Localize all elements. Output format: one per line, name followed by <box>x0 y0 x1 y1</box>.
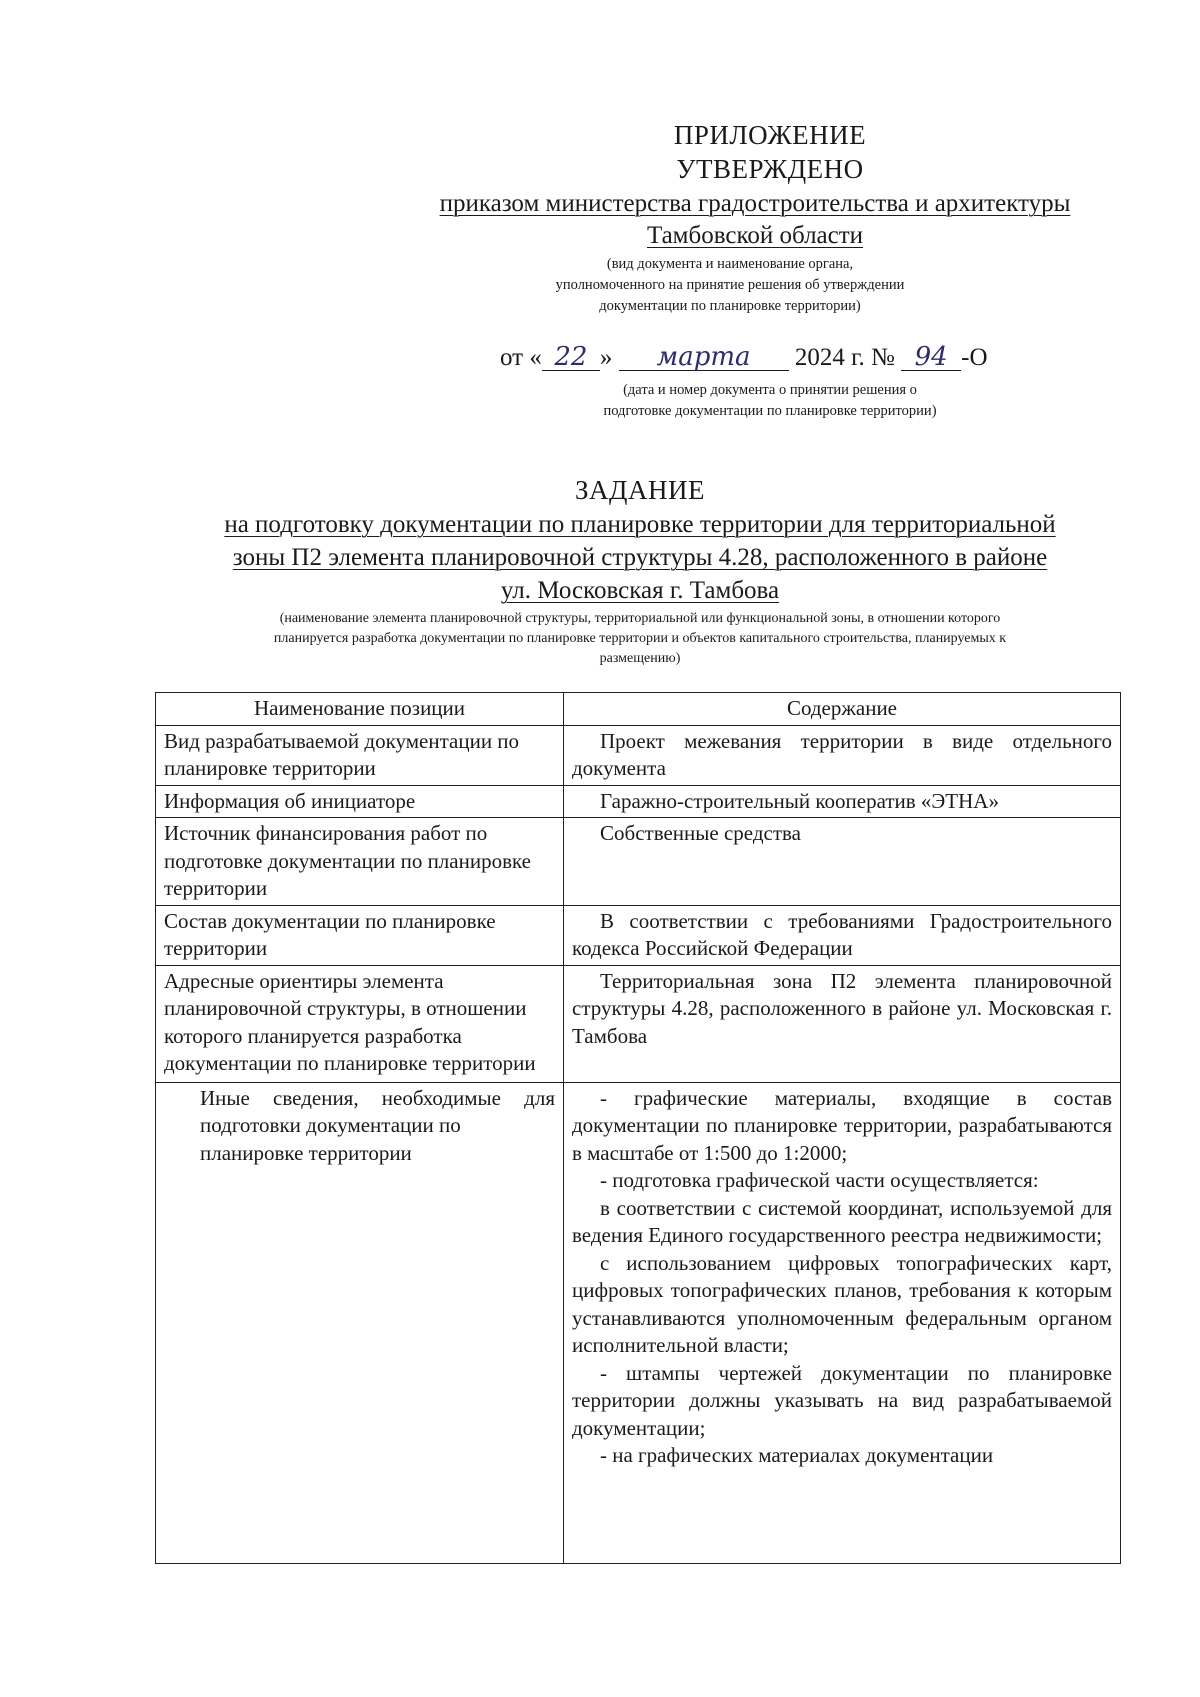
table-row <box>156 905 1121 965</box>
row-position: Вид разрабатываемой документации по планировке территории <box>156 725 564 785</box>
table-row <box>156 785 1121 818</box>
requirement-paragraph: - подготовка графической части осуществляется: <box>600 1168 1039 1192</box>
handwritten-order-number: 94 <box>901 344 961 371</box>
task-note-3: размещению) <box>599 651 681 666</box>
row-position: Источник финансирования работ по подготовке документации по планировке территории <box>156 818 564 906</box>
task-subject-line-1: на подготовку документации по планировке территории для территориальной <box>224 511 1056 538</box>
requirement-paragraph: - графические материалы, входящие в состав документации по планировке территории, разрабатываются в масштабе от 1:500 до 1:2000; <box>572 1085 1112 1165</box>
requirement-paragraph: - на графических материалах документации <box>600 1443 994 1467</box>
approval-note-1: (вид документа и наименование органа, <box>606 256 854 272</box>
approving-order-line: приказом министерства градостроительства и архитектуры <box>439 190 1071 217</box>
row-content: Проект межевания территории в виде отдельного документа <box>564 725 1121 785</box>
approval-note-3: документации по планировке территории) <box>599 298 861 314</box>
date-quote-close: » <box>599 344 613 371</box>
task-note-1: (наименование элемента планировочной структуры, территориальной или функциональной зоны, в отношении которого <box>279 611 1001 626</box>
table-row <box>156 1082 1121 1564</box>
task-subject-line-2: зоны П2 элемента планировочной структуры 4.28, расположенного в районе <box>232 544 1048 571</box>
requirement-paragraph: с использованием цифровых топографических карт, цифровых топографических планов, требования к которым устанавливаются уполномоченным федеральным органом исполнительной власти; <box>572 1250 1112 1357</box>
row-content <box>564 1082 1121 1564</box>
row-position <box>156 1082 564 1564</box>
row-position: Состав документации по планировке территории <box>156 905 564 965</box>
handwritten-month: марта <box>619 344 789 371</box>
row-position: Информация об инициаторе <box>156 785 564 818</box>
table-row <box>156 818 1121 906</box>
order-date-line <box>500 344 988 372</box>
column-header-position: Наименование позиции <box>156 693 564 726</box>
requirement-paragraph: в соответствии с системой координат, используемой для ведения Единого государственного реестра недвижимости; <box>572 1195 1112 1247</box>
task-note-2: планируется разработка документации по планировке территории и объектов капитального строительства, планируемых к <box>273 631 1007 646</box>
task-title: ЗАДАНИЕ <box>575 475 705 505</box>
column-header-content: Содержание <box>564 693 1121 726</box>
date-year-number-label: 2024 г. № <box>794 344 895 371</box>
table-row <box>156 725 1121 785</box>
row-content: Территориальная зона П2 элемента планировочной структуры 4.28, расположенного в районе ул. Московская г. Тамбова <box>564 965 1121 1082</box>
row-content: Гаражно-строительный кооператив «ЭТНА» <box>564 785 1121 818</box>
requirement-paragraph: - штампы чертежей документации по планировке территории должны указывать на вид разрабатываемой документации; <box>572 1360 1112 1440</box>
appendix-heading: ПРИЛОЖЕНИЕ <box>673 120 867 150</box>
date-prefix: от « <box>500 344 542 371</box>
handwritten-day: 22 <box>542 344 600 371</box>
table-row <box>156 965 1121 1082</box>
task-subject-line-3: ул. Московская г. Тамбова <box>500 577 780 604</box>
order-number-suffix: -О <box>961 344 988 371</box>
other-info-label-1: Иные сведения, необходимые для <box>200 1085 555 1110</box>
date-note-2: подготовке документации по планировке территории) <box>603 403 937 419</box>
table-header-row <box>156 693 1121 726</box>
row-position: Адресные ориентиры элемента планировочной структуры, в отношении которого планируется разработка документации по планировке территории <box>156 965 564 1082</box>
row-content: В соответствии с требованиями Градостроительного кодекса Российской Федерации <box>564 905 1121 965</box>
approval-note-2: уполномоченного на принятие решения об утверждении <box>555 277 905 293</box>
other-info-label-2: подготовки документации по планировке территории <box>200 1113 461 1165</box>
task-table <box>155 692 1121 1564</box>
approved-heading: УТВЕРЖДЕНО <box>676 154 864 184</box>
date-note-1: (дата и номер документа о принятии решения о <box>623 382 917 398</box>
row-content: Собственные средства <box>564 818 1121 906</box>
approving-authority-region: Тамбовской области <box>646 222 864 249</box>
